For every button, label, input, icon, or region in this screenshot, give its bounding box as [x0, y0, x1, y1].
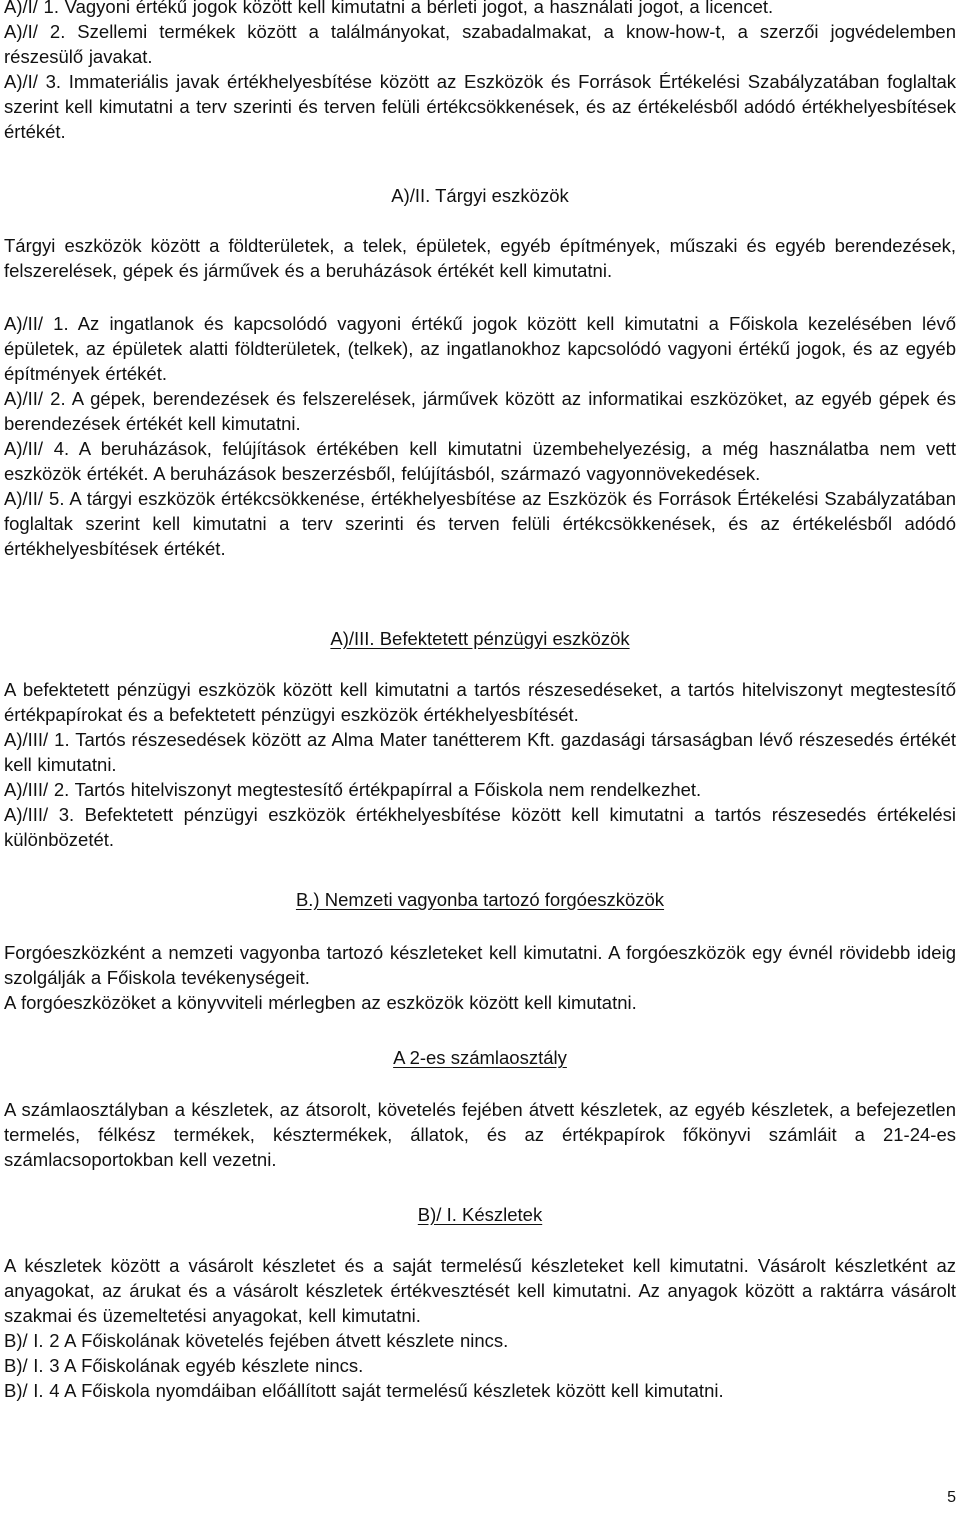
paragraph-b-i-3: B)/ I. 3 A Főiskolának egyéb készlete nincs. [4, 1355, 364, 1376]
account-class-section [4, 1097, 956, 1172]
paragraph-b-i-2: B)/ I. 2 A Főiskolának követelés fejében átvett készlete nincs. [4, 1330, 509, 1351]
paragraph-class-2: A számlaosztályban a készletek, az átsorolt, követelés fejében átvett készletek, az egyéb készletek, a befejezetlen termelés, félkész termékek, késztermékek, állatok, és az értékpapírok főkönyvi számláit a 21-24-es számlacsoportokban kell vezetni. [4, 1099, 956, 1170]
heading-class-2-title: A 2-es számlaosztály [393, 1047, 567, 1068]
paragraph-a-i-1: A)/I/ 1. Vagyoni értékű jogok között kell kimutatni a bérleti jogot, a használati jogot, a licencet. [4, 0, 774, 17]
tangible-assets-section [4, 233, 956, 283]
heading-class-2 [4, 1045, 956, 1070]
paragraph-b-i-intro: A készletek között a vásárolt készletet és a saját termelésű készleteket kell kimutatni. Vásárolt készletként az anyagokat, az árukat és a vásárolt készletek értékvesztését kell kimutatni. Az anyagok között a raktárra vásárolt szakmai és üzemeltetési anyagokat, kell kimutatni. [4, 1255, 956, 1326]
heading-b [4, 887, 956, 912]
paragraph-b-1: Forgóeszközként a nemzeti vagyonba tartozó készleteket kell kimutatni. A forgóeszközök egy évnél rövidebb ideig szolgálják a Főiskola tevékenységeit. [4, 942, 956, 988]
current-assets-section [4, 940, 956, 1015]
financial-assets-section [4, 677, 956, 852]
paragraph-a-ii-intro: Tárgyi eszközök között a földterületek, a telek, épületek, egyéb építmények, műszaki és egyéb berendezések, felszerelések, gépek és járművek és a beruházások értékét kell kimutatni. [4, 235, 956, 281]
paragraph-a-ii-2: A)/II/ 2. A gépek, berendezések és felszerelések, járművek között az informatikai eszközöket, az egyéb gépek és berendezések értékét kell kimutatni. [4, 388, 956, 434]
paragraph-a-iii-1: A)/III/ 1. Tartós részesedések között az Alma Mater tanétterem Kft. gazdasági társaságban lévő részesedés értékét kell kimutatni. [4, 729, 956, 775]
tangible-assets-items [4, 311, 956, 561]
paragraph-a-i-2: A)/I/ 2. Szellemi termékek között a találmányokat, szabadalmakat, a know-how-t, a szerzői jogvédelemben részesülő javakat. [4, 21, 956, 67]
inventory-section [4, 1253, 956, 1403]
page-number: 5 [947, 1489, 956, 1506]
paragraph-a-iii-3: A)/III/ 3. Befektetett pénzügyi eszközök értékhelyesbítése között kell kimutatni a tartós részesedés értékelési különbözetét. [4, 804, 956, 850]
heading-a-iii [4, 626, 956, 651]
heading-b-title: B.) Nemzeti vagyonba tartozó forgóeszközök [295, 889, 665, 910]
paragraph-a-ii-1: A)/II/ 1. Az ingatlanok és kapcsolódó vagyoni értékű jogok között kell kimutatni a Főiskola kezelésében lévő épületek, az épületek alatti földterületek, (telkek), az ingatlanokhoz kapcsolódó vagyoni értékű jogok, és az egyéb építmények értékét. [4, 313, 956, 384]
paragraph-b-i-4: B)/ I. 4 A Főiskola nyomdáiban előállított saját termelésű készletek között kell kimutatni. [4, 1380, 724, 1401]
heading-a-ii-prefix: A)/II. [391, 185, 431, 206]
intangible-assets-items [4, 0, 956, 144]
paragraph-b-2: A forgóeszközöket a könyvviteli mérlegben az eszközök között kell kimutatni. [4, 992, 637, 1013]
paragraph-a-iii-2: A)/III/ 2. Tartós hitelviszonyt megtestesítő értékpapírral a Főiskola nem rendelkezhet. [4, 779, 702, 800]
paragraph-a-iii-intro: A befektetett pénzügyi eszközök között kell kimutatni a tartós részesedéseket, a tartós hitelviszonyt megtestesítő értékpapírokat és a befektetett pénzügyi eszközök értékhelyesbítését. [4, 679, 956, 725]
paragraph-a-ii-5: A)/II/ 5. A tárgyi eszközök értékcsökkenése, értékhelyesbítése az Eszközök és Források Értékelési Szabályzatában foglaltak szerint kell kimutatni a terv szerinti és terven felüli értékcsökkenések, és az értékelésből adódó értékhelyesbítések értékét. [4, 488, 956, 559]
heading-b-i-title: B)/ I. Készletek [417, 1204, 543, 1225]
heading-b-i [4, 1202, 956, 1227]
heading-a-iii-title: A)/III. Befektetett pénzügyi eszközök [330, 628, 630, 649]
heading-a-ii-title: Tárgyi eszközök [435, 185, 569, 206]
paragraph-a-ii-4: A)/II/ 4. A beruházások, felújítások értékében kell kimutatni üzembehelyezésig, a még használatba nem vett eszközök értékét. A beruházások beszerzésből, felújításból, származó vagyonnövekedések. [4, 438, 956, 484]
heading-a-ii [4, 183, 956, 208]
paragraph-a-i-3: A)/I/ 3. Immateriális javak értékhelyesbítése között az Eszközök és Források Értékelési Szabályzatában foglaltak szerint kell kimutatni a terv szerinti és terven felüli értékcsökkenések, és az értékelésből adódó értékhelyesbítések értékét. [4, 71, 956, 142]
